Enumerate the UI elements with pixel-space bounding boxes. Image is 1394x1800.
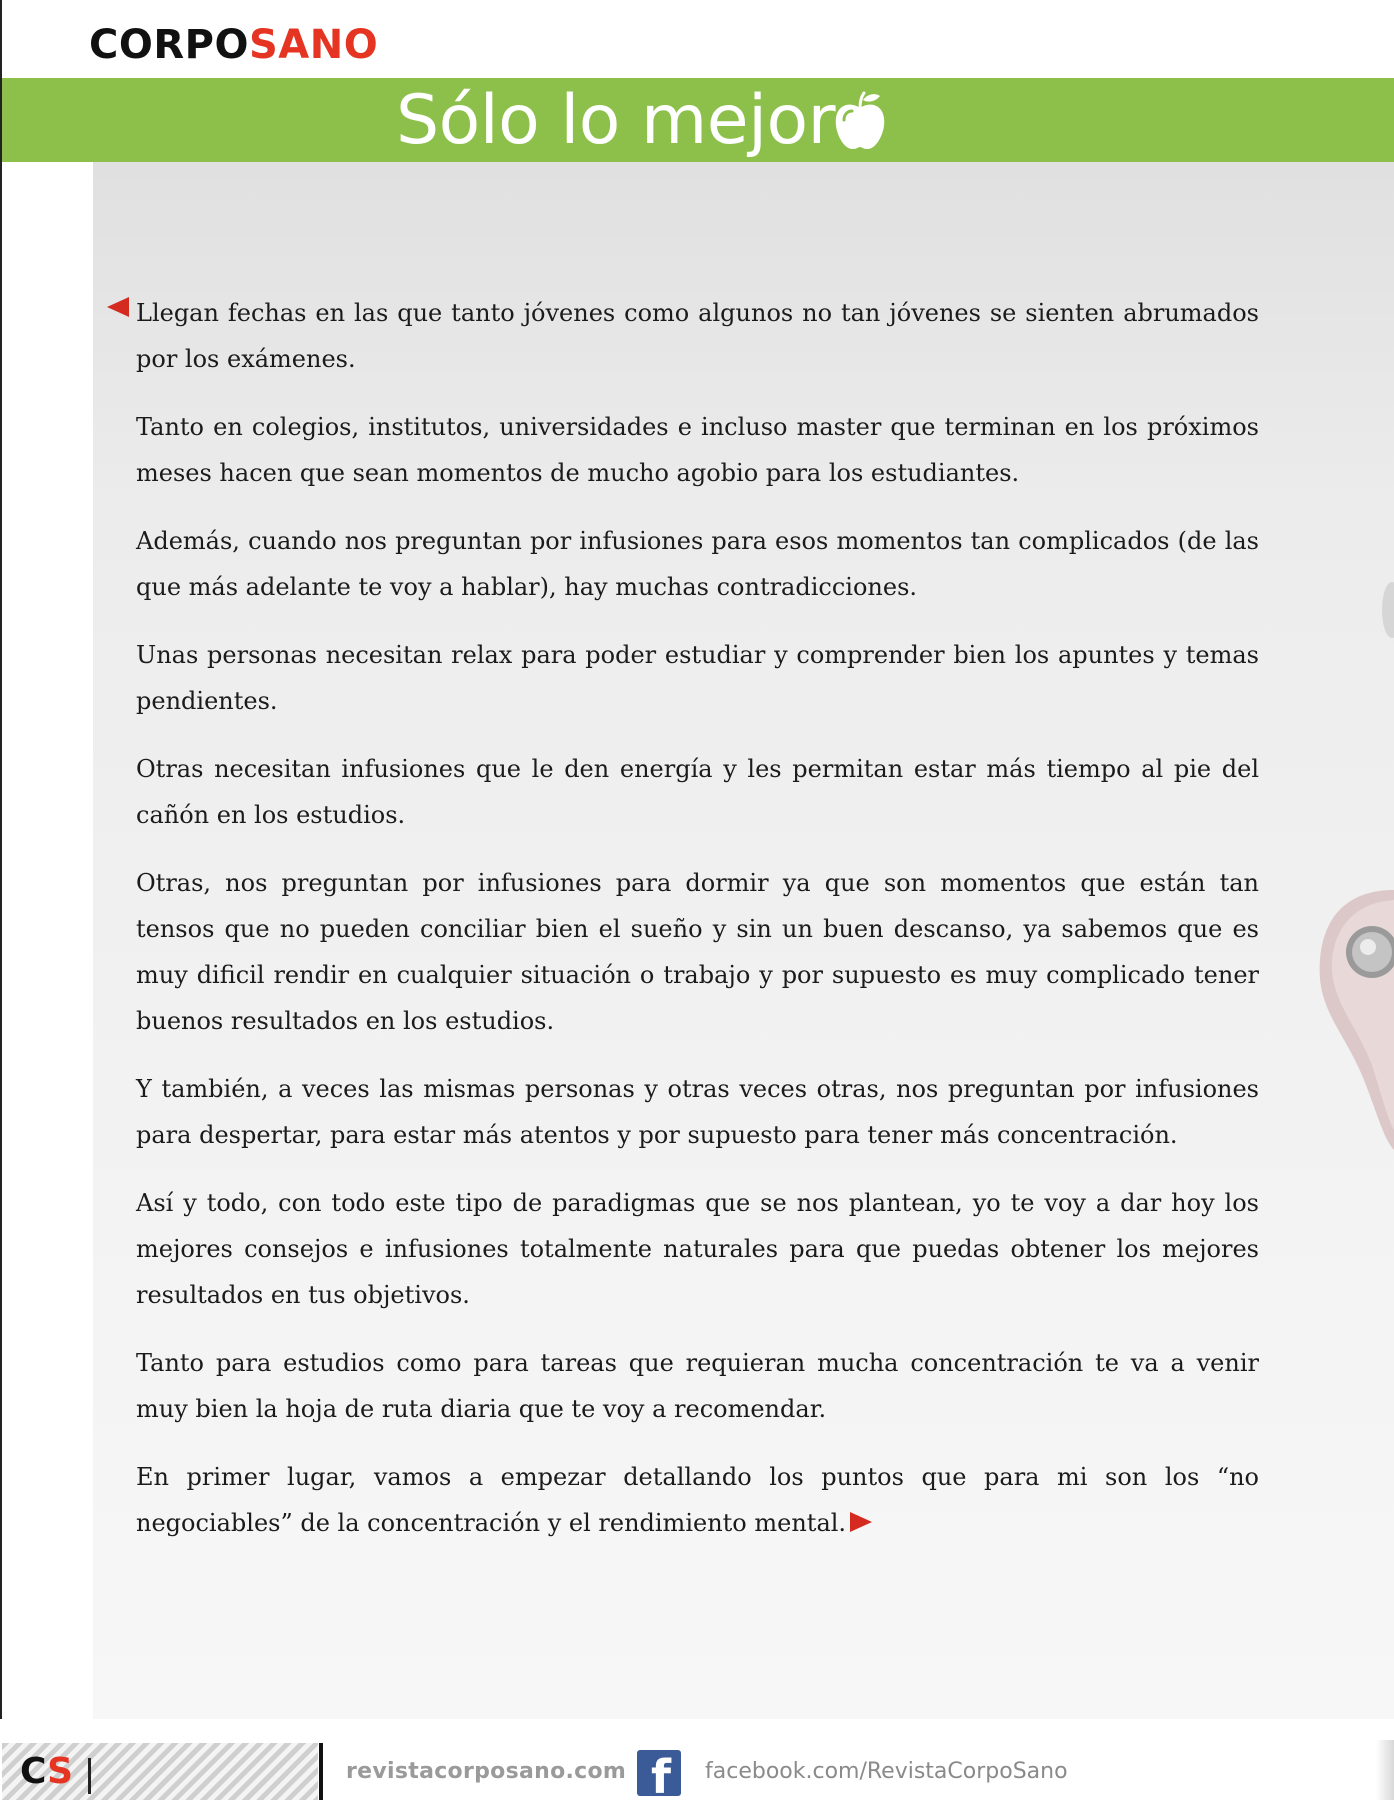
decorative-clip-image <box>1284 560 1394 1460</box>
article-paragraph: Además, cuando nos preguntan por infusiones para esos momentos tan complicados (de las que más adelante te voy a hablar), hay muchas contradicciones. <box>136 527 1259 601</box>
facebook-icon-letter: f <box>651 1750 672 1796</box>
footer-cs-logo <box>20 1750 73 1794</box>
left-margin-rule <box>0 0 2 1800</box>
article-paragraph: Tanto para estudios como para tareas que requieran mucha concentración te va a venir muy bien la hoja de ruta diaria que te voy a recomendar. <box>136 1349 1259 1423</box>
section-title: Sólo lo mejor <box>396 81 836 160</box>
brand-logo-part1: CORPO <box>89 22 249 68</box>
article-paragraph: Así y todo, con todo este tipo de paradigmas que se nos plantean, yo te voy a dar hoy los mejores consejos e infusiones totalmente naturales para que puedas obtener los mejores resultados en tus objetivos. <box>136 1189 1259 1309</box>
article-start-marker <box>107 297 129 317</box>
footer-logo-divider <box>88 1758 91 1794</box>
article-paragraph: Otras, nos preguntan por infusiones para dormir ya que son momentos que están tan tensos que no pueden conciliar bien el sueño y sin un buen descanso, ya sabemos que es muy dificil rendir en cualquier situación o trabajo y por supuesto es muy complicado tener buenos resultados en los estudios. <box>136 869 1259 1035</box>
article-paragraph: Tanto en colegios, institutos, universidades e incluso master que terminan en los próximos meses hacen que sean momentos de mucho agobio para los estudiantes. <box>136 413 1259 487</box>
article-paragraph: Llegan fechas en las que tanto jóvenes como algunos no tan jóvenes se sienten abrumados por los exámenes. <box>136 299 1259 373</box>
footer-separator <box>319 1743 323 1800</box>
article-body <box>136 290 1259 1568</box>
brand-logo-part2: SANO <box>248 22 379 68</box>
footer-facebook-link[interactable]: facebook.com/RevistaCorpoSano <box>705 1759 1068 1784</box>
article-end-marker <box>850 1512 872 1532</box>
article-paragraph-last-text: En primer lugar, vamos a empezar detallando los puntos que para mi son los “no negociables” de la concentración y el rendimiento mental. <box>136 1463 1259 1537</box>
footer-cs-logo-c: C <box>20 1751 48 1792</box>
page-edge-shadow <box>1376 1740 1394 1800</box>
apple-icon <box>832 90 888 152</box>
footer-website-link[interactable]: revistacorposano.com <box>346 1759 627 1784</box>
brand-logo <box>89 22 378 68</box>
article-paragraph: Otras necesitan infusiones que le den energía y les permitan estar más tiempo al pie del cañón en los estudios. <box>136 755 1259 829</box>
footer-cs-logo-s: S <box>47 1751 74 1792</box>
article-paragraph: Y también, a veces las mismas personas y otras veces otras, nos preguntan por infusiones para despertar, para estar más atentos y por supuesto para tener más concentración. <box>136 1075 1259 1149</box>
facebook-icon[interactable] <box>637 1750 681 1796</box>
article-paragraph-last <box>136 1454 1259 1546</box>
article-paragraph: Unas personas necesitan relax para poder estudiar y comprender bien los apuntes y temas pendientes. <box>136 641 1259 715</box>
